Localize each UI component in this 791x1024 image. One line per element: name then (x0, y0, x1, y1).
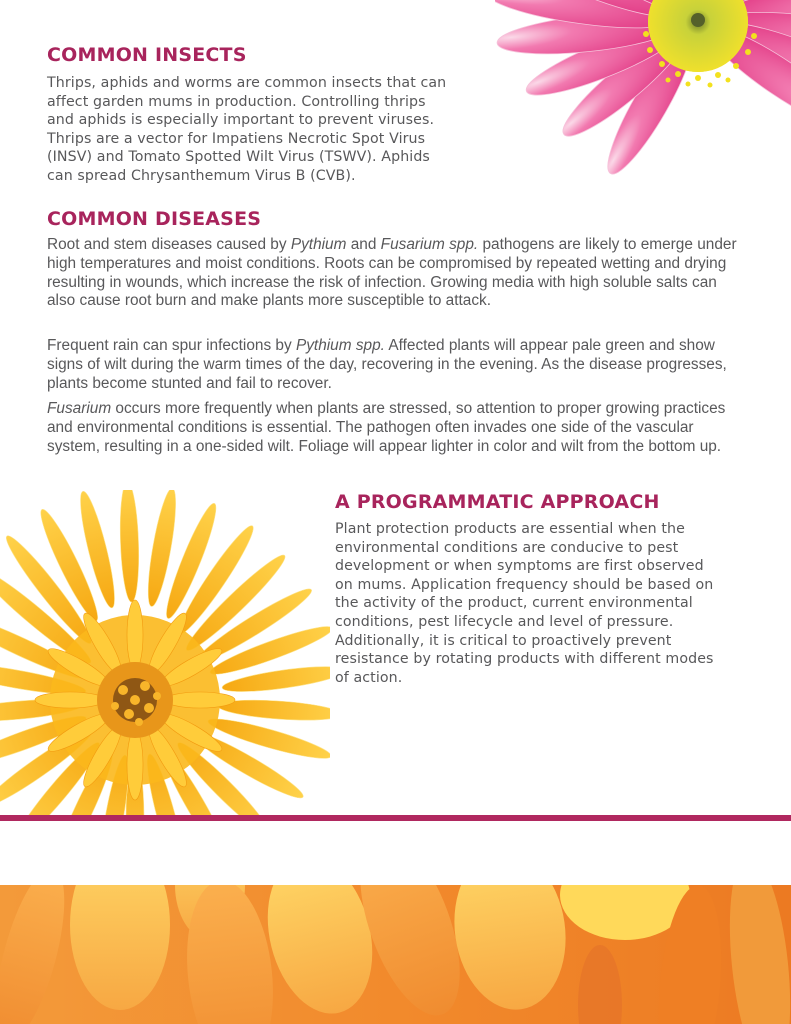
text-line: resistance by rotating products with different modes (335, 651, 714, 668)
diseases-paragraph-2: Frequent rain can spur infections by Pythium spp. Affected plants will appear pale green and show signs of wilt during the warm times of the day, recovering in the evening. As the disease progresses, plants become stunted and fail to recover. (47, 337, 727, 392)
text-line: the activity of the product, current environmental (335, 595, 693, 612)
approach-paragraph (335, 520, 755, 687)
text-line: and aphids is especially important to prevent viruses. (47, 112, 435, 129)
text-line: of action. (335, 669, 403, 686)
text-line: development or when symptoms are first observed (335, 558, 704, 575)
diseases-paragraph-1: Root and stem diseases caused by Pythium and Fusarium spp. pathogens are likely to emerge under high temperatures and moist conditions. Roots can be compromised by repeated wetting and drying resulting in wounds, which increase the risk of infection. Growing media with high soluble salts can also cause root burn and make plants more susceptible to attack. (47, 236, 737, 310)
approach-heading: A PROGRAMMATIC APPROACH (335, 491, 660, 513)
text-line: (INSV) and Tomato Spotted Wilt Virus (TSWV). Aphids (47, 149, 430, 166)
diseases-heading: COMMON DISEASES (47, 208, 262, 230)
text-line: can spread Chrysanthemum Virus B (CVB). (47, 167, 356, 184)
text-line: Thrips are a vector for Impatiens Necrotic Spot Virus (47, 130, 426, 147)
pink-flower-image (495, 0, 791, 195)
section-divider (0, 815, 791, 821)
text-line: affect garden mums in production. Controlling thrips (47, 93, 426, 110)
text-line: on mums. Application frequency should be based on (335, 576, 714, 593)
text-line: conditions, pest lifecycle and level of pressure. (335, 613, 674, 630)
yellow-flower-image (0, 490, 330, 815)
text-line: Plant protection products are essential when the (335, 521, 685, 537)
text-line: environmental conditions are conducive to pest (335, 539, 679, 556)
orange-petals-banner (0, 885, 791, 1024)
diseases-paragraph-3: Fusarium occurs more frequently when plants are stressed, so attention to proper growing practices and environmental conditions is essential. The pathogen often invades one side of the vascular system, resulting in a one-sided wilt. Foliage will appear lighter in color and wilt from the bottom up. (47, 400, 726, 455)
text-line: Thrips, aphids and worms are common insects that can (47, 75, 447, 91)
insects-heading: COMMON INSECTS (47, 44, 247, 66)
text-line: Additionally, it is critical to proactively prevent (335, 632, 672, 649)
insects-paragraph (47, 74, 487, 186)
